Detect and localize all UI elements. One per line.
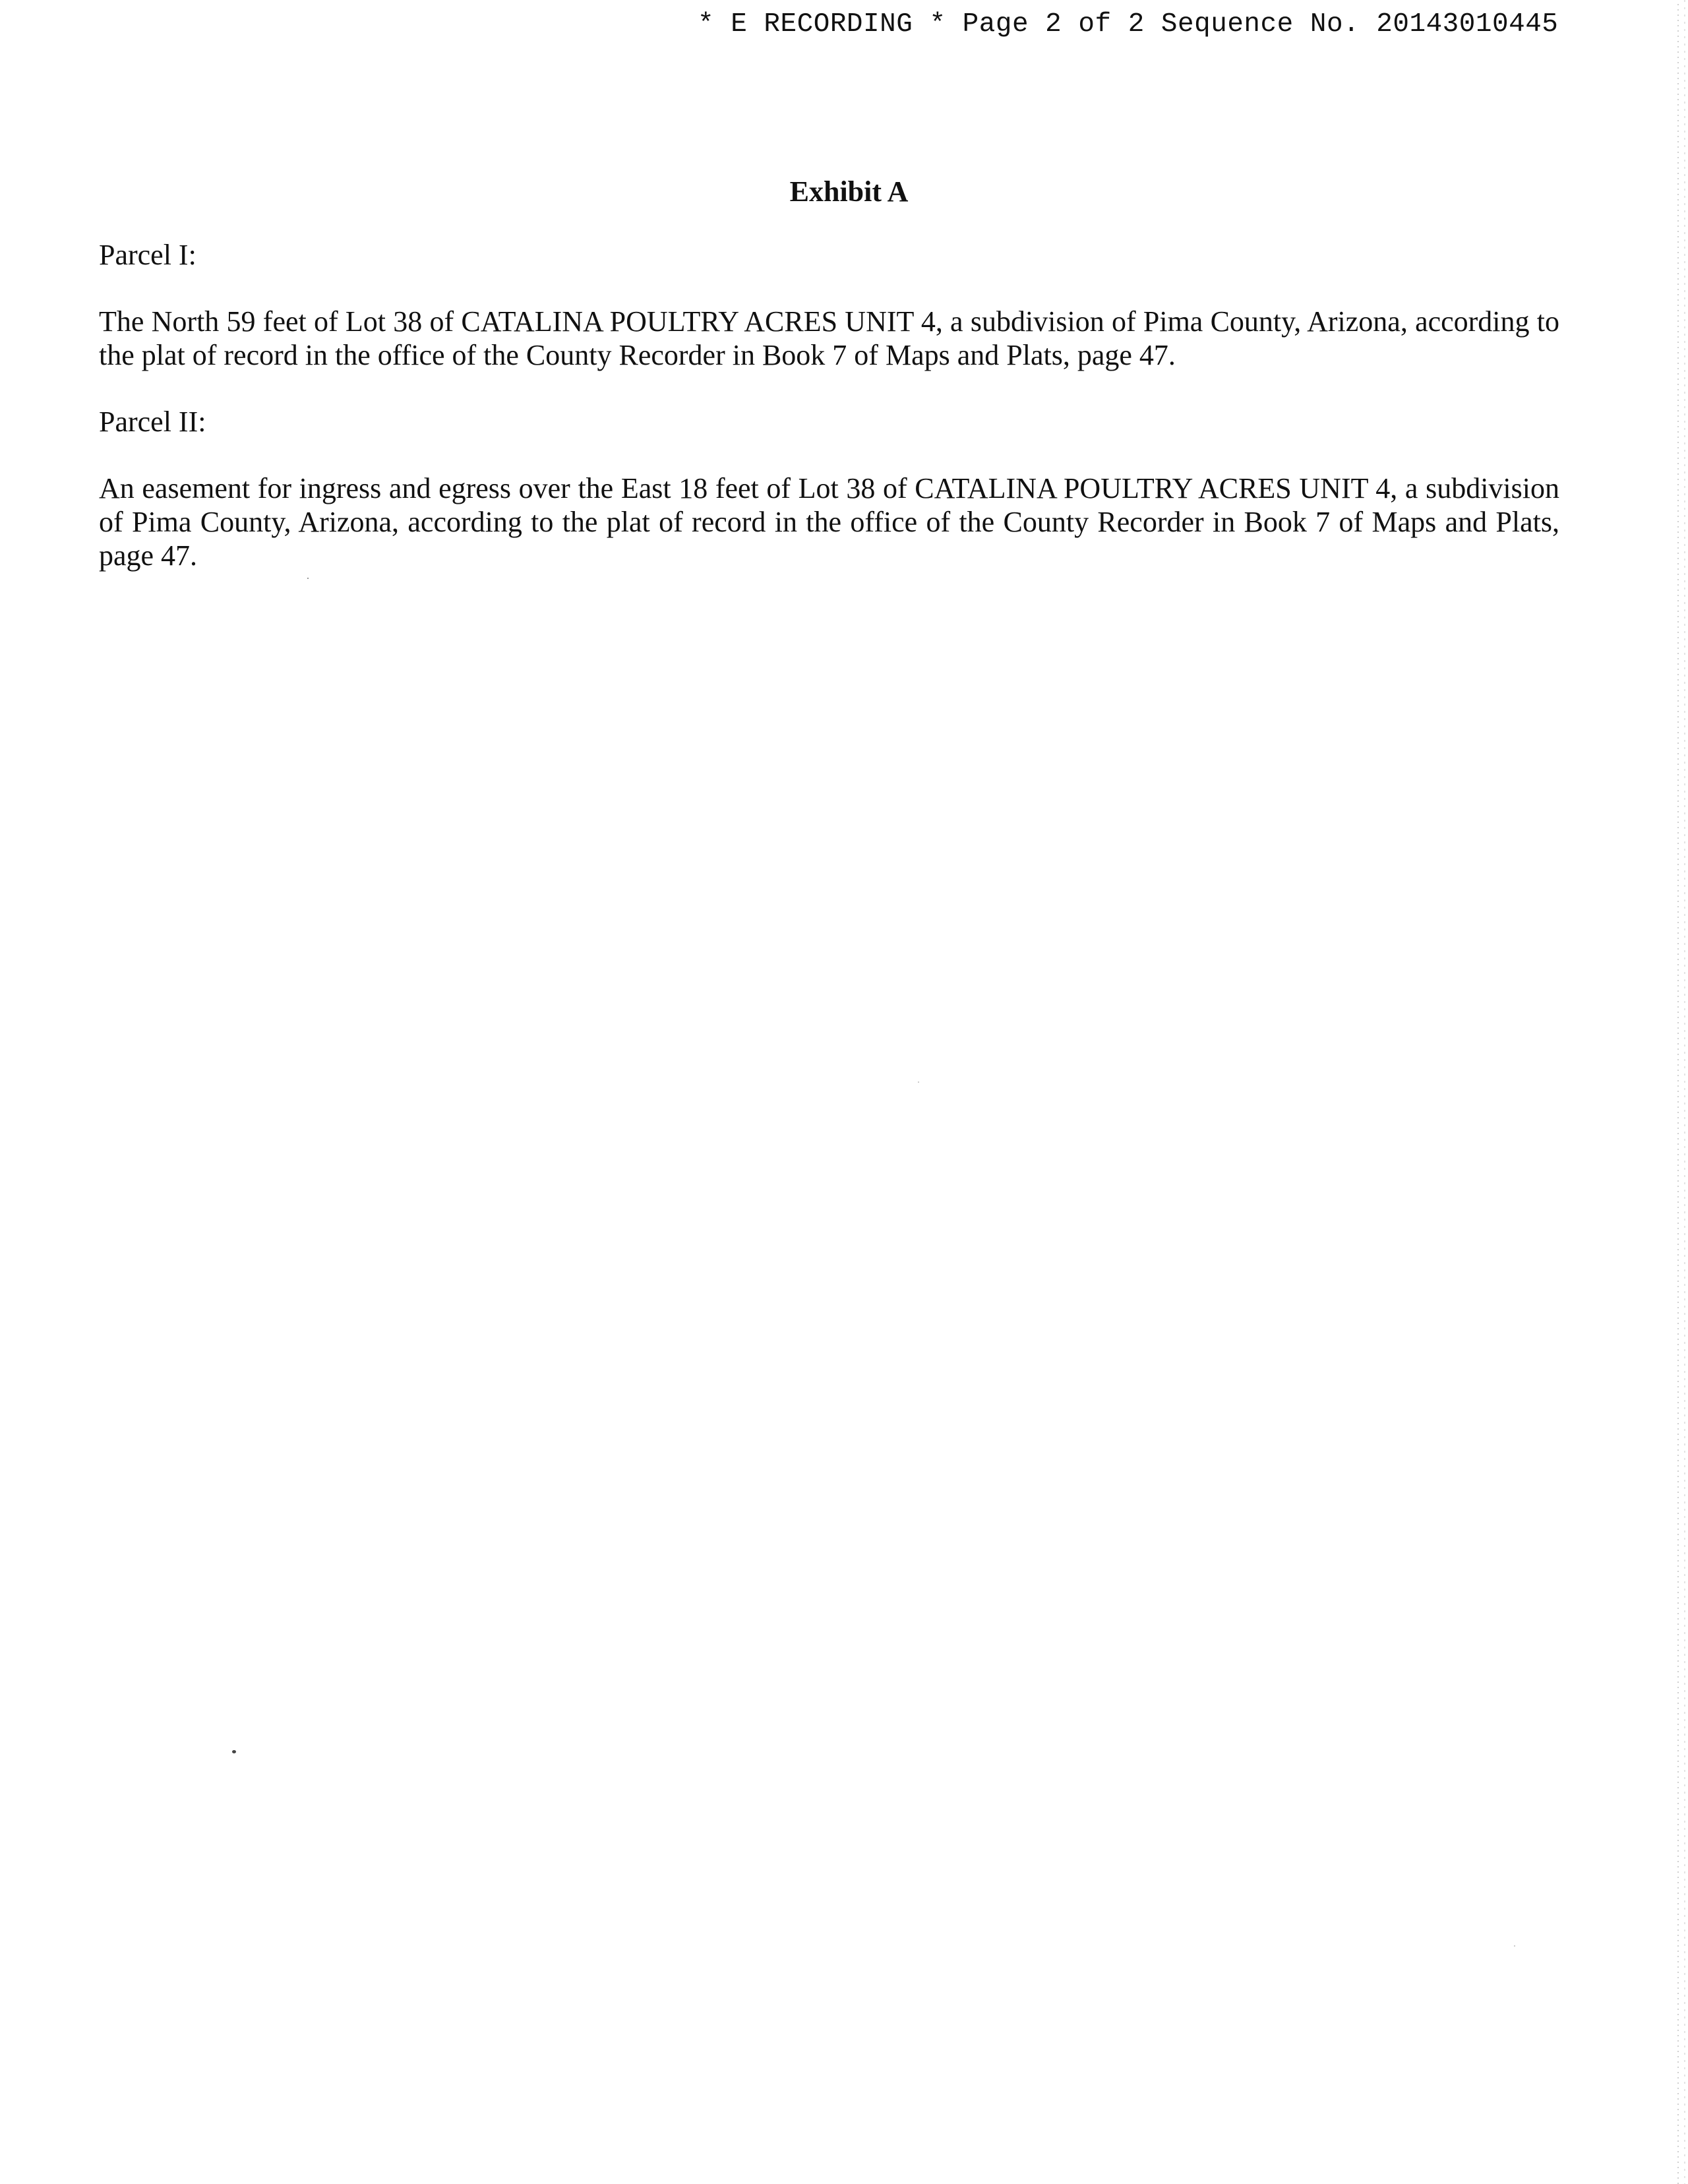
scan-edge-artifact-secondary bbox=[1684, 0, 1685, 2184]
exhibit-title: Exhibit A bbox=[789, 175, 909, 208]
recording-header: * E RECORDING * Page 2 of 2 Sequence No. 20143010445 bbox=[698, 9, 1559, 40]
parcel-1-label: Parcel I: bbox=[99, 239, 196, 271]
scan-speck bbox=[1514, 1945, 1515, 1947]
scan-speck bbox=[307, 578, 309, 579]
scan-speck bbox=[232, 1750, 236, 1753]
parcel-2-label: Parcel II: bbox=[99, 406, 206, 438]
scan-speck bbox=[918, 1081, 919, 1083]
parcel-2-description: An easement for ingress and egress over the East 18 feet of Lot 38 of CATALINA POULTRY ACRES UNIT 4, a subdivision of Pima County, Arizona, according to the plat of record in the office of the County Recorder in Book 7 of Maps and Plats, page 47. bbox=[99, 472, 1559, 572]
parcel-1-description: The North 59 feet of Lot 38 of CATALINA POULTRY ACRES UNIT 4, a subdivision of Pima County, Arizona, according to the plat of record in the office of the County Recorder in Book 7 of Maps and Plats, page 47. bbox=[99, 305, 1559, 371]
document-body bbox=[99, 175, 1559, 605]
